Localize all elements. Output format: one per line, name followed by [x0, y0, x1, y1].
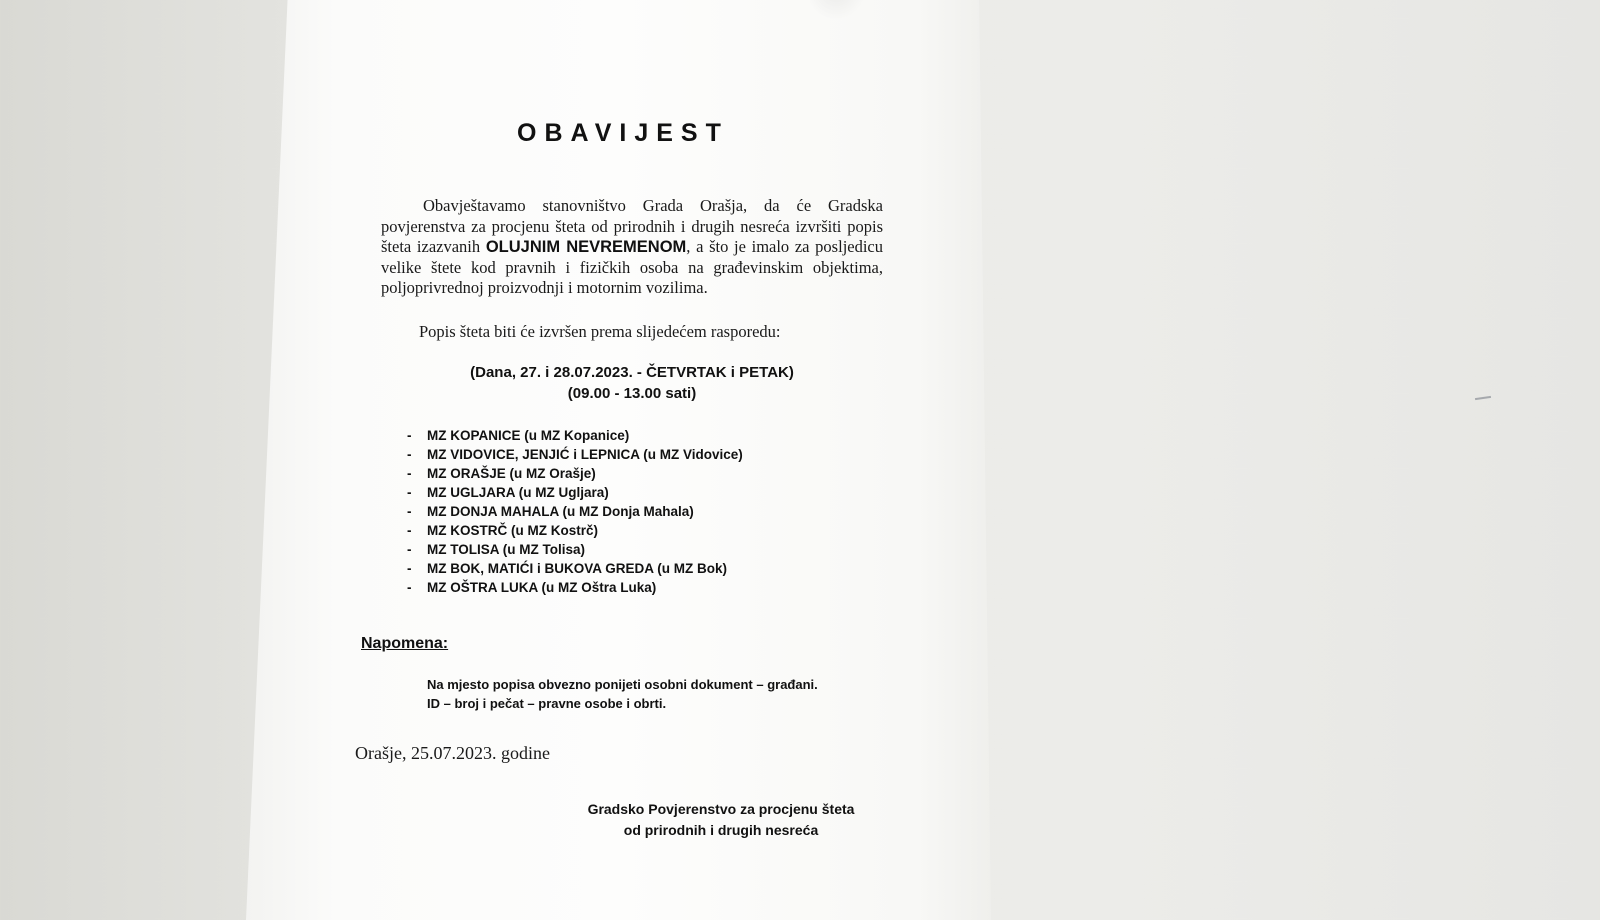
schedule-dates	[422, 362, 842, 404]
list-item	[407, 502, 743, 521]
notice-title: OBAVIJEST	[517, 119, 729, 147]
note-line: ID – broj i pečat – pravne osobe i obrti.	[427, 696, 667, 711]
list-item	[407, 445, 743, 464]
intro-paragraph	[381, 196, 883, 299]
list-item-label: MZ KOPANICE (u MZ Kopanice)	[427, 428, 630, 443]
paper-fold	[806, 0, 866, 20]
list-item-label: MZ OŠTRA LUKA (u MZ Oštra Luka)	[427, 580, 657, 595]
list-dash: -	[407, 485, 412, 500]
list-item-label: MZ KOSTRČ (u MZ Kostrč)	[427, 523, 598, 538]
intro-text-end: , a što je imalo za posljedicu velike štete kod pravnih i fizičkih osoba na građevinskim objektima, poljoprivrednoj proizvodnji i motornim vozilima.	[381, 237, 884, 297]
signature-line: Gradsko Povjerenstvo za procjenu šteta	[587, 801, 855, 817]
list-item	[407, 426, 743, 445]
note-body	[427, 675, 818, 713]
list-item	[407, 464, 743, 483]
list-item-label: MZ ORAŠJE (u MZ Orašje)	[427, 466, 596, 481]
list-item-label: MZ UGLJARA (u MZ Ugljara)	[427, 485, 609, 500]
list-item-label: MZ BOK, MATIĆI i BUKOVA GREDA (u MZ Bok)	[427, 561, 727, 576]
signature-line: od prirodnih i drugih nesreća	[623, 822, 819, 838]
list-dash: -	[407, 542, 412, 557]
list-item-label: MZ TOLISA (u MZ Tolisa)	[427, 542, 585, 557]
list-dash: -	[407, 447, 412, 462]
list-dash: -	[407, 561, 412, 576]
mz-list	[407, 426, 743, 597]
dates-line: (Dana, 27. i 28.07.2023. - ČETVRTAK i PETAK)	[470, 364, 794, 381]
list-item-label: MZ VIDOVICE, JENJIĆ i LEPNICA (u MZ Vidovice)	[427, 447, 743, 462]
list-dash: -	[407, 428, 412, 443]
place-date: Orašje, 25.07.2023. godine	[355, 743, 550, 763]
schedule-intro: Popis šteta biti će izvršen prema slijedećem rasporedu:	[419, 322, 781, 341]
list-item	[407, 521, 743, 540]
note-line: Na mjesto popisa obvezno ponijeti osobni dokument – građani.	[427, 677, 818, 692]
intro-emphasis: OLUJNIM NEVREMENOM	[485, 238, 687, 256]
list-dash: -	[407, 523, 412, 538]
list-dash: -	[407, 580, 412, 595]
hours-line: (09.00 - 13.00 sati)	[567, 385, 697, 402]
wall-mark	[1475, 396, 1491, 400]
list-dash: -	[407, 466, 412, 481]
note-heading: Napomena:	[361, 635, 449, 652]
list-item	[407, 578, 743, 597]
intro-text-start: Obavještavamo stanovništvo Grada Orašja, da će Gradska povjerenstva za procjenu šteta od prirodnih i drugih nesreća izvršiti popis šteta izazvanih	[381, 196, 883, 256]
list-item	[407, 483, 743, 502]
list-item	[407, 540, 743, 559]
signature-block	[560, 799, 882, 841]
list-dash: -	[407, 504, 412, 519]
list-item	[407, 559, 743, 578]
list-item-label: MZ DONJA MAHALA (u MZ Donja Mahala)	[427, 504, 694, 519]
